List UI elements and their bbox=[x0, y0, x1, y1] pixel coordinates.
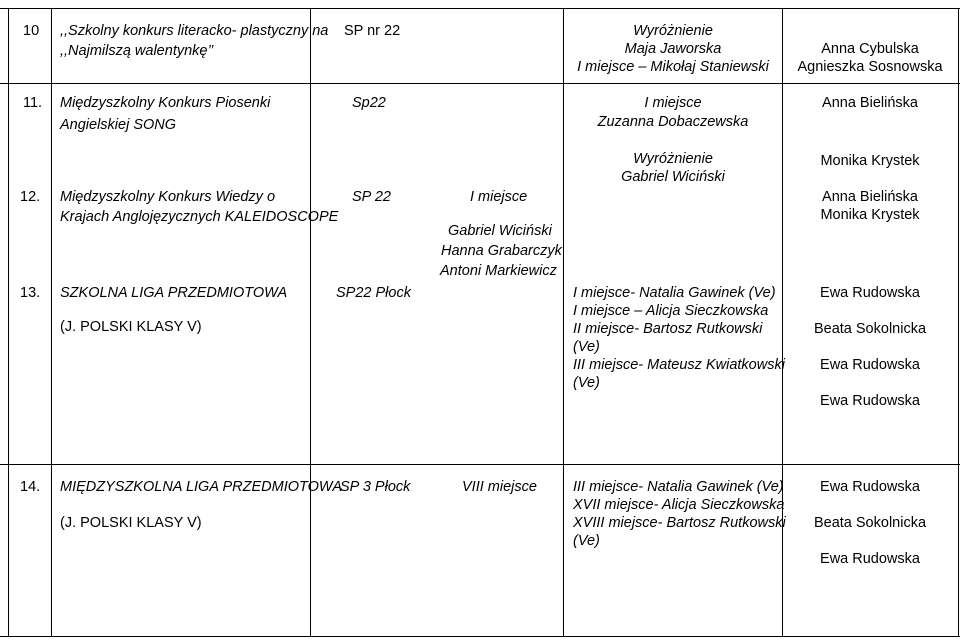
result-text: XVII miejsce- Alicja Sieczkowska bbox=[573, 497, 785, 513]
teacher-name: Ewa Rudowska bbox=[820, 357, 920, 373]
teacher-name: Anna Bielińska bbox=[822, 95, 918, 111]
result-text: III miejsce- Natalia Gawinek (Ve) bbox=[573, 479, 784, 495]
teacher-name: Ewa Rudowska bbox=[820, 285, 920, 301]
result-text: Wyróżnienie bbox=[633, 23, 713, 39]
participant-name: Hanna Grabarczyk bbox=[441, 243, 562, 259]
teacher-name: Agnieszka Sosnowska bbox=[797, 59, 943, 75]
competition-name: ,,Najmilszą walentynkę’’ bbox=[60, 43, 214, 59]
column-divider bbox=[8, 8, 9, 637]
competition-name: MIĘDZYSZKOLNA LIGA PRZEDMIOTOWA bbox=[60, 479, 342, 495]
teacher-name: Monika Krystek bbox=[820, 207, 920, 223]
column-divider bbox=[310, 8, 311, 637]
participant-name: Gabriel Wiciński bbox=[448, 223, 552, 239]
table-border-bottom bbox=[0, 636, 960, 637]
row-number: 14. bbox=[20, 479, 41, 495]
result-text: (Ve) bbox=[573, 533, 600, 549]
row-divider bbox=[0, 83, 960, 84]
teacher-name: Ewa Rudowska bbox=[820, 393, 920, 409]
result-text: II miejsce- Bartosz Rutkowski bbox=[573, 321, 763, 337]
teacher-name: Beata Sokolnicka bbox=[813, 515, 927, 531]
school-name: SP 22 bbox=[352, 189, 391, 205]
result-text: I miejsce – Mikołaj Staniewski bbox=[577, 59, 769, 75]
participant-name: Antoni Markiewicz bbox=[440, 263, 557, 279]
school-name: SP22 Płock bbox=[336, 285, 411, 301]
result-text: I miejsce – Alicja Sieczkowska bbox=[573, 303, 769, 319]
school-name: SP 3 Płock bbox=[340, 479, 411, 495]
place-text: I miejsce bbox=[470, 189, 528, 205]
teacher-name: Anna Bielińska bbox=[822, 189, 918, 205]
column-divider bbox=[51, 8, 52, 637]
school-name: Sp22 bbox=[352, 95, 386, 111]
teacher-name: Anna Cybulska bbox=[821, 41, 919, 57]
competition-name: Międzyszkolny Konkurs Wiedzy o bbox=[60, 189, 276, 205]
competition-name: Angielskiej SONG bbox=[60, 117, 177, 133]
school-name: SP nr 22 bbox=[344, 23, 401, 39]
competition-name: Międzyszkolny Konkurs Piosenki bbox=[60, 95, 271, 111]
row-divider bbox=[0, 464, 960, 465]
competition-name: (J. POLSKI KLASY V) bbox=[60, 319, 202, 335]
row-number: 11. bbox=[23, 95, 43, 111]
result-text: (Ve) bbox=[573, 339, 600, 355]
teacher-name: Monika Krystek bbox=[820, 153, 920, 169]
teacher-name: Ewa Rudowska bbox=[820, 479, 920, 495]
row-number: 12. bbox=[20, 189, 41, 205]
result-text: Zuzanna Dobaczewska bbox=[597, 114, 749, 130]
result-text: III miejsce- Mateusz Kwiatkowski bbox=[573, 357, 785, 373]
competition-name: ,,Szkolny konkurs literacko- plastyczny na bbox=[60, 23, 329, 39]
table-border-top bbox=[0, 8, 960, 9]
competition-name: (J. POLSKI KLASY V) bbox=[60, 515, 202, 531]
teacher-name: Ewa Rudowska bbox=[820, 551, 920, 567]
row-number: 10 bbox=[23, 23, 40, 39]
result-text: I miejsce- Natalia Gawinek (Ve) bbox=[573, 285, 776, 301]
result-text: Wyróżnienie bbox=[633, 151, 713, 167]
result-text: I miejsce bbox=[644, 95, 702, 111]
competition-name: SZKOLNA LIGA PRZEDMIOTOWA bbox=[60, 285, 288, 301]
teacher-name: Beata Sokolnicka bbox=[813, 321, 927, 337]
competition-name: Krajach Anglojęzycznych KALEIDOSCOPE bbox=[60, 209, 339, 225]
table-border-right bbox=[958, 8, 959, 637]
result-text: Gabriel Wiciński bbox=[621, 169, 725, 185]
result-text: XVIII miejsce- Bartosz Rutkowski bbox=[573, 515, 786, 531]
row-number: 13. bbox=[20, 285, 41, 301]
place-text: VIII miejsce bbox=[462, 479, 537, 495]
result-text: Maja Jaworska bbox=[624, 41, 722, 57]
result-text: (Ve) bbox=[573, 375, 600, 391]
